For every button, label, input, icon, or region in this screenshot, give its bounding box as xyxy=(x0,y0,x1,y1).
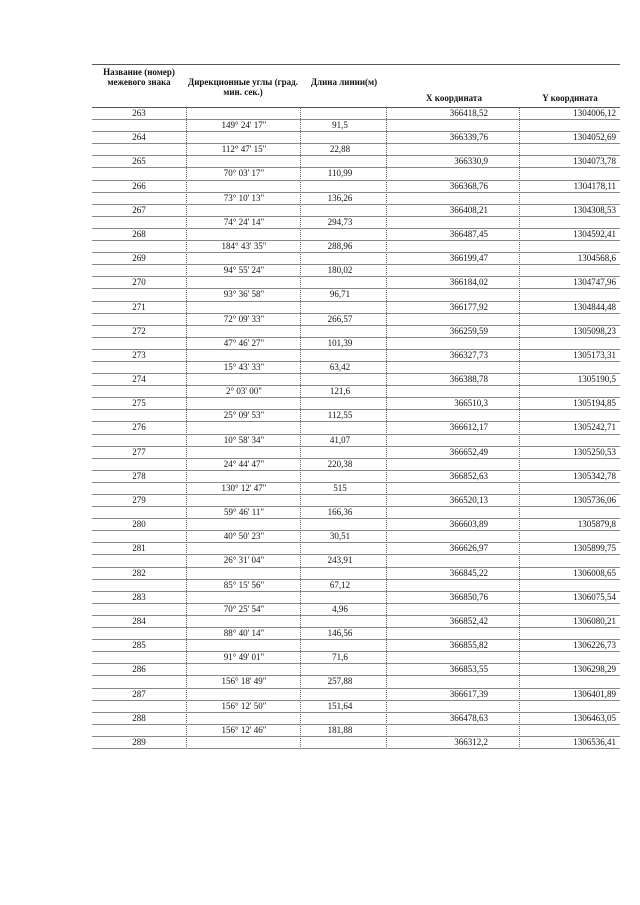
y-coordinate: 1305190,5 xyxy=(577,374,616,385)
table-body xyxy=(92,108,620,749)
y-coordinate: 1306008,65 xyxy=(573,567,616,578)
point-row xyxy=(92,568,620,580)
segment-row xyxy=(92,338,620,350)
x-coordinate: 366199,47 xyxy=(449,253,488,264)
point-name: 278 xyxy=(132,470,146,481)
segment-row xyxy=(92,652,620,664)
line-length: 136,26 xyxy=(327,192,353,203)
y-coordinate: 1306401,89 xyxy=(573,688,616,699)
line-length: 91,5 xyxy=(332,120,348,131)
point-row xyxy=(92,374,620,386)
point-row xyxy=(92,156,620,168)
directional-angle: 91° 49' 01" xyxy=(223,652,265,663)
header-directional-angles: Дирекционные углы (град. мин. сек.) xyxy=(188,77,298,97)
y-coordinate: 1306463,05 xyxy=(573,712,616,723)
y-coordinate: 1304178,11 xyxy=(573,180,616,191)
point-name: 263 xyxy=(132,108,146,118)
x-coordinate: 366312,2 xyxy=(454,736,488,747)
point-row xyxy=(92,737,620,749)
directional-angle: 47° 46' 27" xyxy=(223,337,265,348)
line-length: 515 xyxy=(333,482,347,493)
y-coordinate: 1304568,6 xyxy=(577,253,616,264)
y-coordinate: 1305899,75 xyxy=(573,543,616,554)
segment-row xyxy=(92,289,620,301)
point-name: 281 xyxy=(132,543,146,554)
line-length: 180,02 xyxy=(327,265,353,276)
point-row xyxy=(92,398,620,410)
y-coordinate: 1305736,06 xyxy=(573,495,616,505)
directional-angle: 2° 03' 00" xyxy=(226,386,262,397)
point-row xyxy=(92,543,620,555)
segment-row xyxy=(92,483,620,495)
x-coordinate: 366845,22 xyxy=(449,567,488,578)
segment-row xyxy=(92,459,620,471)
line-length: 96,71 xyxy=(329,289,351,300)
y-coordinate: 1306226,73 xyxy=(573,640,616,651)
y-coordinate: 1305250,53 xyxy=(573,446,616,457)
x-coordinate: 366510,3 xyxy=(454,398,488,409)
y-coordinate: 1306298,29 xyxy=(573,664,616,675)
y-coordinate: 1305242,71 xyxy=(573,422,616,433)
x-coordinate: 366603,89 xyxy=(449,519,488,530)
point-name: 267 xyxy=(132,204,146,215)
y-coordinate: 1306536,41 xyxy=(573,736,616,747)
point-row xyxy=(92,616,620,628)
point-name: 284 xyxy=(132,615,146,626)
point-row xyxy=(92,302,620,314)
segment-row xyxy=(92,555,620,567)
point-row xyxy=(92,689,620,701)
segment-row xyxy=(92,435,620,447)
y-coordinate: 1304073,78 xyxy=(573,156,616,167)
directional-angle: 70° 25' 54" xyxy=(223,603,265,614)
point-name: 282 xyxy=(132,567,146,578)
x-coordinate: 366368,76 xyxy=(449,180,488,191)
segment-row xyxy=(92,265,620,277)
point-name: 274 xyxy=(132,374,146,385)
x-coordinate: 366617,39 xyxy=(449,688,488,699)
point-row xyxy=(92,592,620,604)
segment-row xyxy=(92,217,620,229)
x-coordinate: 366520,13 xyxy=(449,495,488,505)
point-row xyxy=(92,350,620,362)
point-row xyxy=(92,664,620,676)
x-coordinate: 366478,63 xyxy=(449,712,488,723)
directional-angle: 10° 58' 34" xyxy=(223,434,265,445)
directional-angle: 94° 55' 24" xyxy=(223,265,265,276)
point-name: 288 xyxy=(132,712,146,723)
point-row xyxy=(92,713,620,725)
y-coordinate: 1305879,8 xyxy=(577,519,616,530)
point-row xyxy=(92,471,620,483)
segment-row xyxy=(92,507,620,519)
line-length: 257,88 xyxy=(327,676,353,687)
segment-row xyxy=(92,531,620,543)
directional-angle: 149° 24' 17" xyxy=(221,120,267,131)
point-name: 273 xyxy=(132,349,146,360)
point-name: 280 xyxy=(132,519,146,530)
y-coordinate: 1304592,41 xyxy=(573,228,616,239)
segment-row xyxy=(92,604,620,616)
x-coordinate: 366652,49 xyxy=(449,446,488,457)
boundary-coordinates-table xyxy=(92,64,620,749)
point-name: 276 xyxy=(132,422,146,433)
line-length: 220,38 xyxy=(327,458,353,469)
line-length: 41,07 xyxy=(329,434,351,445)
point-row xyxy=(92,229,620,241)
line-length: 121,6 xyxy=(329,386,351,397)
segment-row xyxy=(92,314,620,326)
directional-angle: 184° 43' 35" xyxy=(221,241,267,252)
line-length: 151,64 xyxy=(327,700,353,711)
header-x-coordinate: X координата xyxy=(426,93,482,103)
line-length: 288,96 xyxy=(327,241,353,252)
x-coordinate: 366852,63 xyxy=(449,470,488,481)
segment-row xyxy=(92,168,620,180)
segment-row xyxy=(92,410,620,422)
line-length: 71,6 xyxy=(332,652,348,663)
point-row xyxy=(92,326,620,338)
directional-angle: 25° 09' 53" xyxy=(223,410,265,421)
directional-angle: 130° 12' 47" xyxy=(221,482,267,493)
directional-angle: 59° 46' 11" xyxy=(223,507,265,518)
directional-angle: 74° 24' 14" xyxy=(223,216,265,227)
line-length: 110,99 xyxy=(327,168,353,179)
point-row xyxy=(92,205,620,217)
point-row xyxy=(92,253,620,265)
point-name: 266 xyxy=(132,180,146,191)
x-coordinate: 366339,76 xyxy=(449,132,488,143)
x-coordinate: 366330,9 xyxy=(454,156,488,167)
directional-angle: 112° 47' 15" xyxy=(221,144,267,155)
y-coordinate: 1304747,96 xyxy=(573,277,616,288)
y-coordinate: 1304006,12 xyxy=(573,108,616,118)
line-length: 266,57 xyxy=(327,313,353,324)
line-length: 30,51 xyxy=(329,531,351,542)
x-coordinate: 366852,42 xyxy=(449,615,488,626)
point-name: 268 xyxy=(132,228,146,239)
segment-row xyxy=(92,725,620,737)
line-length: 146,56 xyxy=(327,628,353,639)
directional-angle: 72° 09' 33" xyxy=(223,313,265,324)
segment-row xyxy=(92,628,620,640)
directional-angle: 88° 40' 14" xyxy=(223,628,265,639)
x-coordinate: 366855,82 xyxy=(449,640,488,651)
line-length: 22,88 xyxy=(329,144,351,155)
segment-row xyxy=(92,701,620,713)
y-coordinate: 1306080,21 xyxy=(573,615,616,626)
point-name: 275 xyxy=(132,398,146,409)
x-coordinate: 366853,55 xyxy=(449,664,488,675)
line-length: 67,12 xyxy=(329,579,351,590)
point-name: 269 xyxy=(132,253,146,264)
point-row xyxy=(92,277,620,289)
directional-angle: 15° 43' 33" xyxy=(223,361,265,372)
x-coordinate: 366418,52 xyxy=(449,108,488,118)
directional-angle: 85° 15' 56" xyxy=(223,579,265,590)
y-coordinate: 1305098,23 xyxy=(573,325,616,336)
point-row xyxy=(92,422,620,434)
point-name: 283 xyxy=(132,591,146,602)
point-name: 286 xyxy=(132,664,146,675)
x-coordinate: 366184,02 xyxy=(449,277,488,288)
segment-row xyxy=(92,676,620,688)
line-length: 243,91 xyxy=(327,555,353,566)
point-name: 264 xyxy=(132,132,146,143)
y-coordinate: 1305173,31 xyxy=(573,349,616,360)
point-name: 289 xyxy=(132,736,146,747)
header-line-length: Длина линии(м) xyxy=(310,77,378,87)
point-name: 265 xyxy=(132,156,146,167)
y-coordinate: 1306075,54 xyxy=(573,591,616,602)
point-row xyxy=(92,447,620,459)
point-row xyxy=(92,108,620,120)
point-name: 279 xyxy=(132,495,146,505)
x-coordinate: 366408,21 xyxy=(449,204,488,215)
x-coordinate: 366327,73 xyxy=(449,349,488,360)
point-row xyxy=(92,132,620,144)
line-length: 4,96 xyxy=(332,603,348,614)
y-coordinate: 1304308,53 xyxy=(573,204,616,215)
x-coordinate: 366626,97 xyxy=(449,543,488,554)
header-boundary-mark-name: Название (номер) межевого знака xyxy=(103,67,175,87)
point-row xyxy=(92,495,620,507)
line-length: 101,39 xyxy=(327,337,353,348)
point-name: 277 xyxy=(132,446,146,457)
point-name: 272 xyxy=(132,325,146,336)
line-length: 112,55 xyxy=(327,410,353,421)
x-coordinate: 366259,59 xyxy=(449,325,488,336)
segment-row xyxy=(92,386,620,398)
table-header xyxy=(92,64,620,108)
line-length: 294,73 xyxy=(327,216,353,227)
x-coordinate: 366177,92 xyxy=(449,301,488,312)
y-coordinate: 1305342,78 xyxy=(573,470,616,481)
directional-angle: 156° 18' 49" xyxy=(221,676,267,687)
segment-row xyxy=(92,144,620,156)
header-y-coordinate: Y координата xyxy=(542,93,598,103)
point-name: 271 xyxy=(132,301,146,312)
point-name: 287 xyxy=(132,688,146,699)
point-name: 270 xyxy=(132,277,146,288)
segment-row xyxy=(92,241,620,253)
point-row xyxy=(92,640,620,652)
y-coordinate: 1304844,48 xyxy=(573,301,616,312)
segment-row xyxy=(92,193,620,205)
directional-angle: 70° 03' 17" xyxy=(223,168,265,179)
point-row xyxy=(92,181,620,193)
x-coordinate: 366612,17 xyxy=(449,422,488,433)
directional-angle: 40° 50' 23" xyxy=(223,531,265,542)
directional-angle: 24° 44' 47" xyxy=(223,458,265,469)
segment-row xyxy=(92,362,620,374)
directional-angle: 93° 36' 58" xyxy=(223,289,265,300)
segment-row xyxy=(92,580,620,592)
point-row xyxy=(92,519,620,531)
directional-angle: 73° 10' 13" xyxy=(223,192,265,203)
y-coordinate: 1304052,69 xyxy=(573,132,616,143)
line-length: 181,88 xyxy=(327,724,353,735)
directional-angle: 26° 31' 04" xyxy=(223,555,265,566)
x-coordinate: 366388,78 xyxy=(449,374,488,385)
line-length: 63,42 xyxy=(329,361,351,372)
x-coordinate: 366850,76 xyxy=(449,591,488,602)
point-name: 285 xyxy=(132,640,146,651)
x-coordinate: 366487,45 xyxy=(449,228,488,239)
directional-angle: 156° 12' 46" xyxy=(221,724,267,735)
y-coordinate: 1305194,85 xyxy=(573,398,616,409)
directional-angle: 156° 12' 50" xyxy=(221,700,267,711)
line-length: 166,36 xyxy=(327,507,353,518)
segment-row xyxy=(92,120,620,132)
